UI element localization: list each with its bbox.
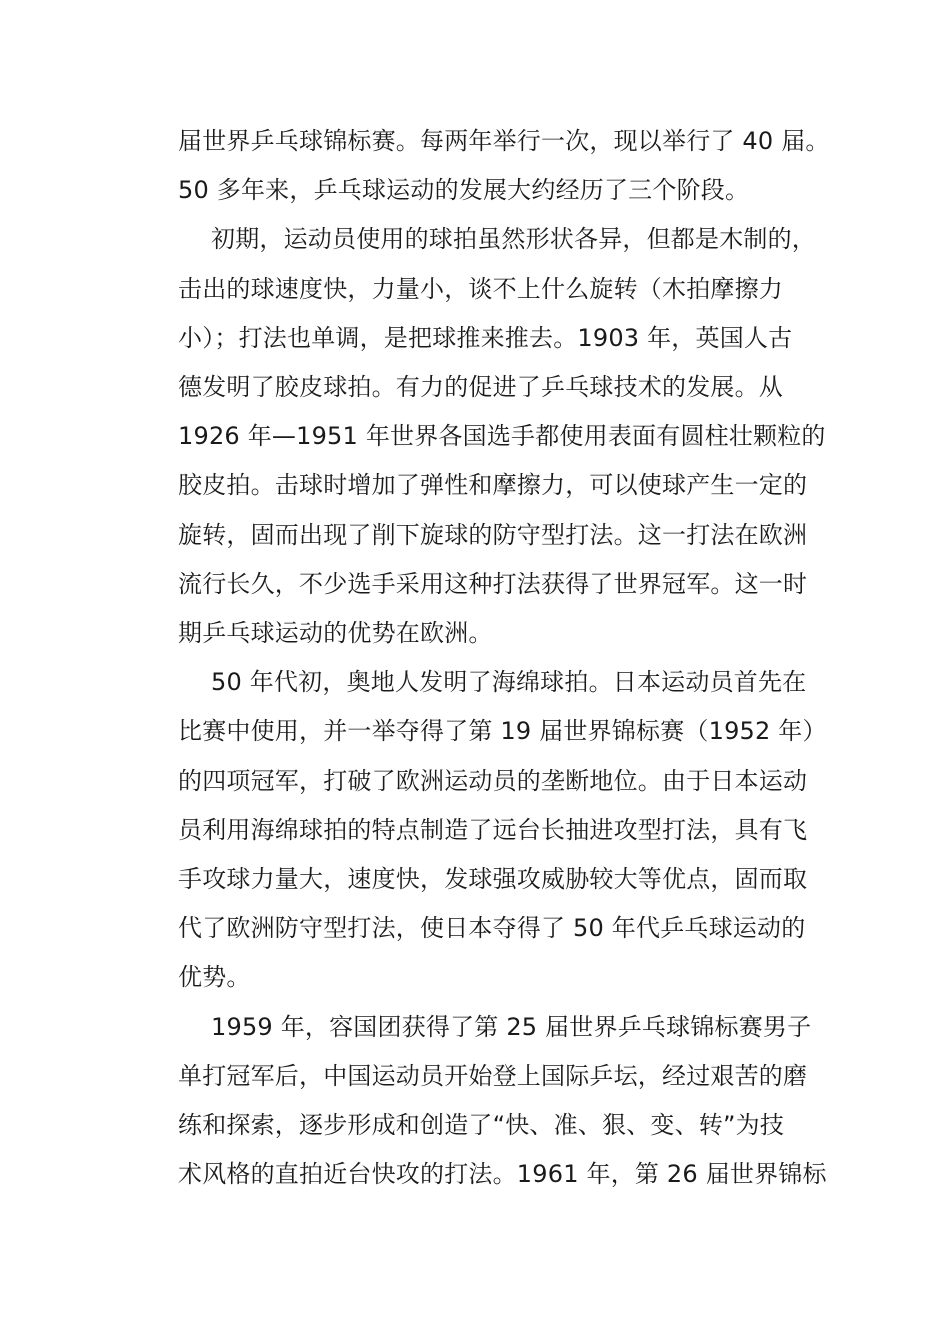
- text-line: 击出的球速度快，力量小，谈不上什么旋转（木拍摩擦力: [178, 274, 783, 303]
- text-line: 旋转，固而出现了削下旋球的防守型打法。这一打法在欧洲: [178, 520, 808, 549]
- text-line: 届世界乒乓球锦标赛。每两年举行一次，现以举行了 40 届。: [178, 127, 830, 155]
- text-line: 胶皮拍。击球时增加了弹性和摩擦力，可以使球产生一定的: [178, 471, 808, 500]
- text-line: 单打冠军后，中国运动员开始登上国际乒坛，经过艰苦的磨: [178, 1061, 808, 1090]
- text-line: 期乒乓球运动的优势在欧洲。: [178, 619, 493, 648]
- text-line: 小）；打法也单调，是把球推来推去。1903 年，英国人古: [178, 323, 793, 352]
- text-line: 初期，运动员使用的球拍虽然形状各异，但都是木制的，: [211, 225, 816, 254]
- text-line: 德发明了胶皮球拍。有力的促进了乒乓球技术的发展。从: [178, 373, 783, 402]
- text-line: 1959 年，容国团获得了第 25 届世界乒乓球锦标赛男子: [211, 1012, 812, 1041]
- paragraph-1: [178, 117, 830, 215]
- text-line: 员利用海绵球拍的特点制造了远台长抽进攻型打法，具有飞: [178, 815, 808, 844]
- text-line: 流行长久，不少选手采用这种打法获得了世界冠军。这一时: [178, 569, 808, 598]
- text-line: 比赛中使用，并一举夺得了第 19 届世界锦标赛（1952 年）: [178, 717, 827, 746]
- text-line: 代了欧洲防守型打法，使日本夺得了 50 年代乒乓球运动的: [178, 914, 806, 943]
- text-line: 优势。: [178, 963, 251, 992]
- text-line: 手攻球力量大，速度快，发球强攻威胁较大等优点，固而取: [178, 865, 808, 894]
- text-line: 1926 年—1951 年世界各国选手都使用表面有圆柱壮颗粒的: [178, 422, 826, 451]
- text-line: 术风格的直拍近台快攻的打法。1961 年，第 26 届世界锦标: [178, 1160, 827, 1189]
- text-line: 的四项冠军，打破了欧洲运动员的垄断地位。由于日本运动: [178, 766, 808, 795]
- text-line: 50 年代初，奥地人发明了海绵球拍。日本运动员首先在: [211, 668, 807, 697]
- paragraph-3: [178, 658, 827, 1002]
- document-body: [178, 117, 830, 1199]
- paragraph-4: [178, 1003, 827, 1200]
- text-line: 练和探索，逐步形成和创造了“快、准、狠、变、转”为技: [178, 1111, 785, 1140]
- paragraph-2: [178, 215, 826, 658]
- text-line: 50 多年来，乒乓球运动的发展大约经历了三个阶段。: [178, 176, 750, 205]
